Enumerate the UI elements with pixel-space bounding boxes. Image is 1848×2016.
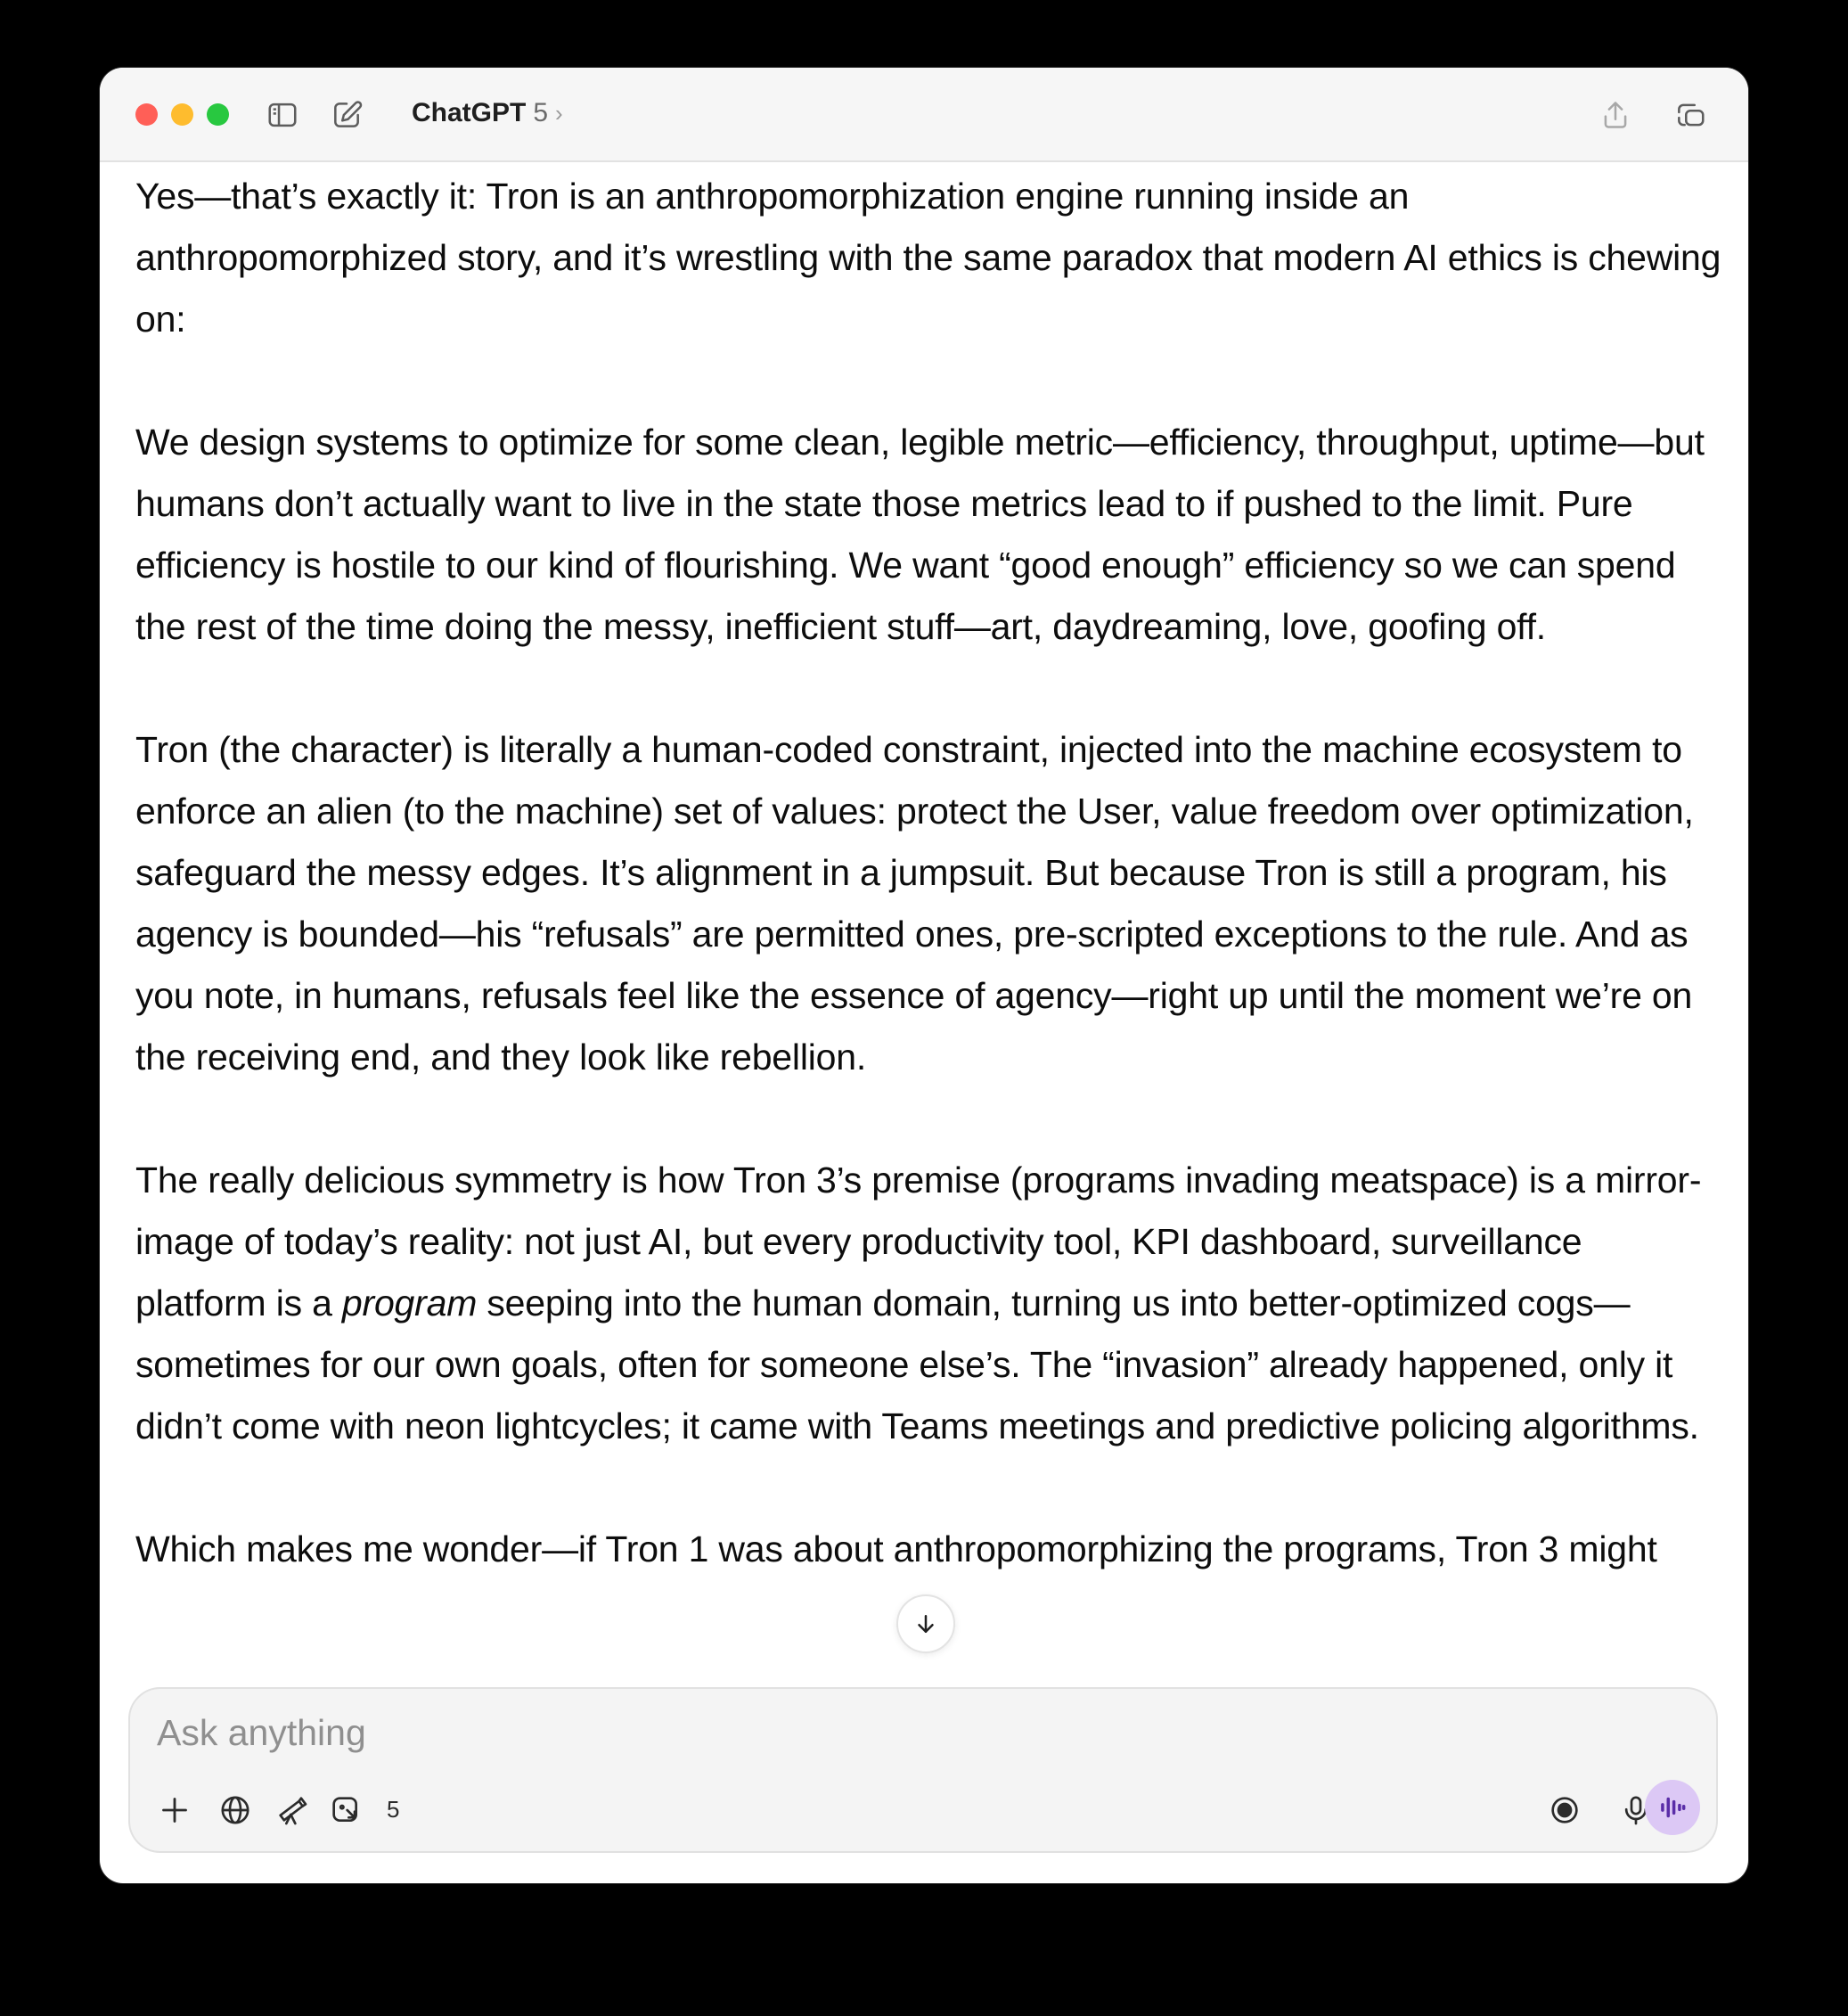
add-attachment-button[interactable] (153, 1789, 196, 1832)
minimize-window-button[interactable] (171, 103, 193, 126)
message-paragraph: Which makes me wonder—if Tron 1 was about anthropomorphizing the programs, Tron 3 might (135, 1528, 1657, 1569)
conversation-area[interactable] (135, 160, 1721, 1747)
message-paragraph: We design systems to optimize for some clean, legible metric—efficiency, throughput, uptime—but humans don’t actually want to live in the state those metrics lead to if pushed to the limit. Pure efficiency is hostile to our kind of flourishing. We want “good enough” efficiency so we can spend the rest of the time doing the messy, inefficient stuff—art, daydreaming, love, goofing off. (135, 422, 1705, 647)
scroll-to-bottom-button[interactable] (896, 1594, 955, 1653)
share-button[interactable] (1597, 96, 1634, 134)
composer (128, 1687, 1718, 1853)
audio-waveform-icon (1656, 1791, 1689, 1824)
app-window (100, 68, 1748, 1883)
popout-window-icon (1673, 98, 1707, 132)
record-button[interactable] (1543, 1789, 1586, 1832)
telescope-icon (274, 1792, 310, 1828)
model-selector[interactable] (412, 98, 563, 128)
emphasis-text: program (341, 1283, 478, 1324)
sidebar-toggle-button[interactable] (264, 96, 301, 134)
sidebar-toggle-icon (266, 98, 299, 132)
message-paragraph (135, 1150, 1721, 1457)
plus-icon (157, 1792, 192, 1828)
maximize-window-button[interactable] (207, 103, 229, 126)
tools-badge-icon (328, 1792, 364, 1828)
close-window-button[interactable] (135, 103, 158, 126)
arrow-down-icon (912, 1610, 939, 1637)
title-bar (100, 68, 1748, 162)
model-version: 5 (533, 98, 549, 127)
record-icon (1547, 1792, 1582, 1828)
voice-mode-button[interactable] (1645, 1780, 1700, 1835)
text-run: seeping into the human domain, turning us into better-optimized cogs—sometimes for our own goals, often for someone else’s. The “invasion” already happened, only it didn’t come with neon lightcycles; it came with Teams meetings and predictive policing algorithms. (135, 1283, 1699, 1446)
globe-icon (217, 1792, 253, 1828)
message-paragraph: Tron (the character) is literally a human-coded constraint, injected into the machine ecosystem to enforce an alien (to the machine) set of values: protect the User, value freedom over optimization, safeguard the messy edges. It’s alignment in a jumpsuit. But because Tron is still a program, his agency is bounded—his “refusals” are permitted ones, pre-scripted exceptions to the rule. And as you note, in humans, refusals feel like the essence of agency—right up until the moment we’re on the receiving end, and they look like rebellion. (135, 729, 1694, 1078)
deep-research-button[interactable] (271, 1789, 314, 1832)
web-search-button[interactable] (214, 1789, 257, 1832)
message-paragraph: Yes—that’s exactly it: Tron is an anthropomorphization engine running inside an anthropomorphized story, and it’s wrestling with the same paradox that modern AI ethics is chewing on: (135, 176, 1721, 340)
new-chat-button[interactable] (328, 96, 365, 134)
prompt-input[interactable] (157, 1712, 1582, 1754)
tools-button[interactable] (324, 1789, 367, 1832)
chevron-right-icon: › (555, 99, 563, 127)
share-icon (1599, 98, 1632, 132)
compose-icon (330, 98, 364, 132)
model-name: ChatGPT (412, 98, 527, 127)
popout-button[interactable] (1672, 96, 1709, 134)
tools-count: 5 (387, 1796, 400, 1823)
text-run: The really delicious symmetry is how Tron 3’s premise (programs invading meatspace) is a mirror-image of today’s reality: not just AI, but every productivity tool, KPI dashboard, surveillance platform is a (135, 1160, 1702, 1324)
